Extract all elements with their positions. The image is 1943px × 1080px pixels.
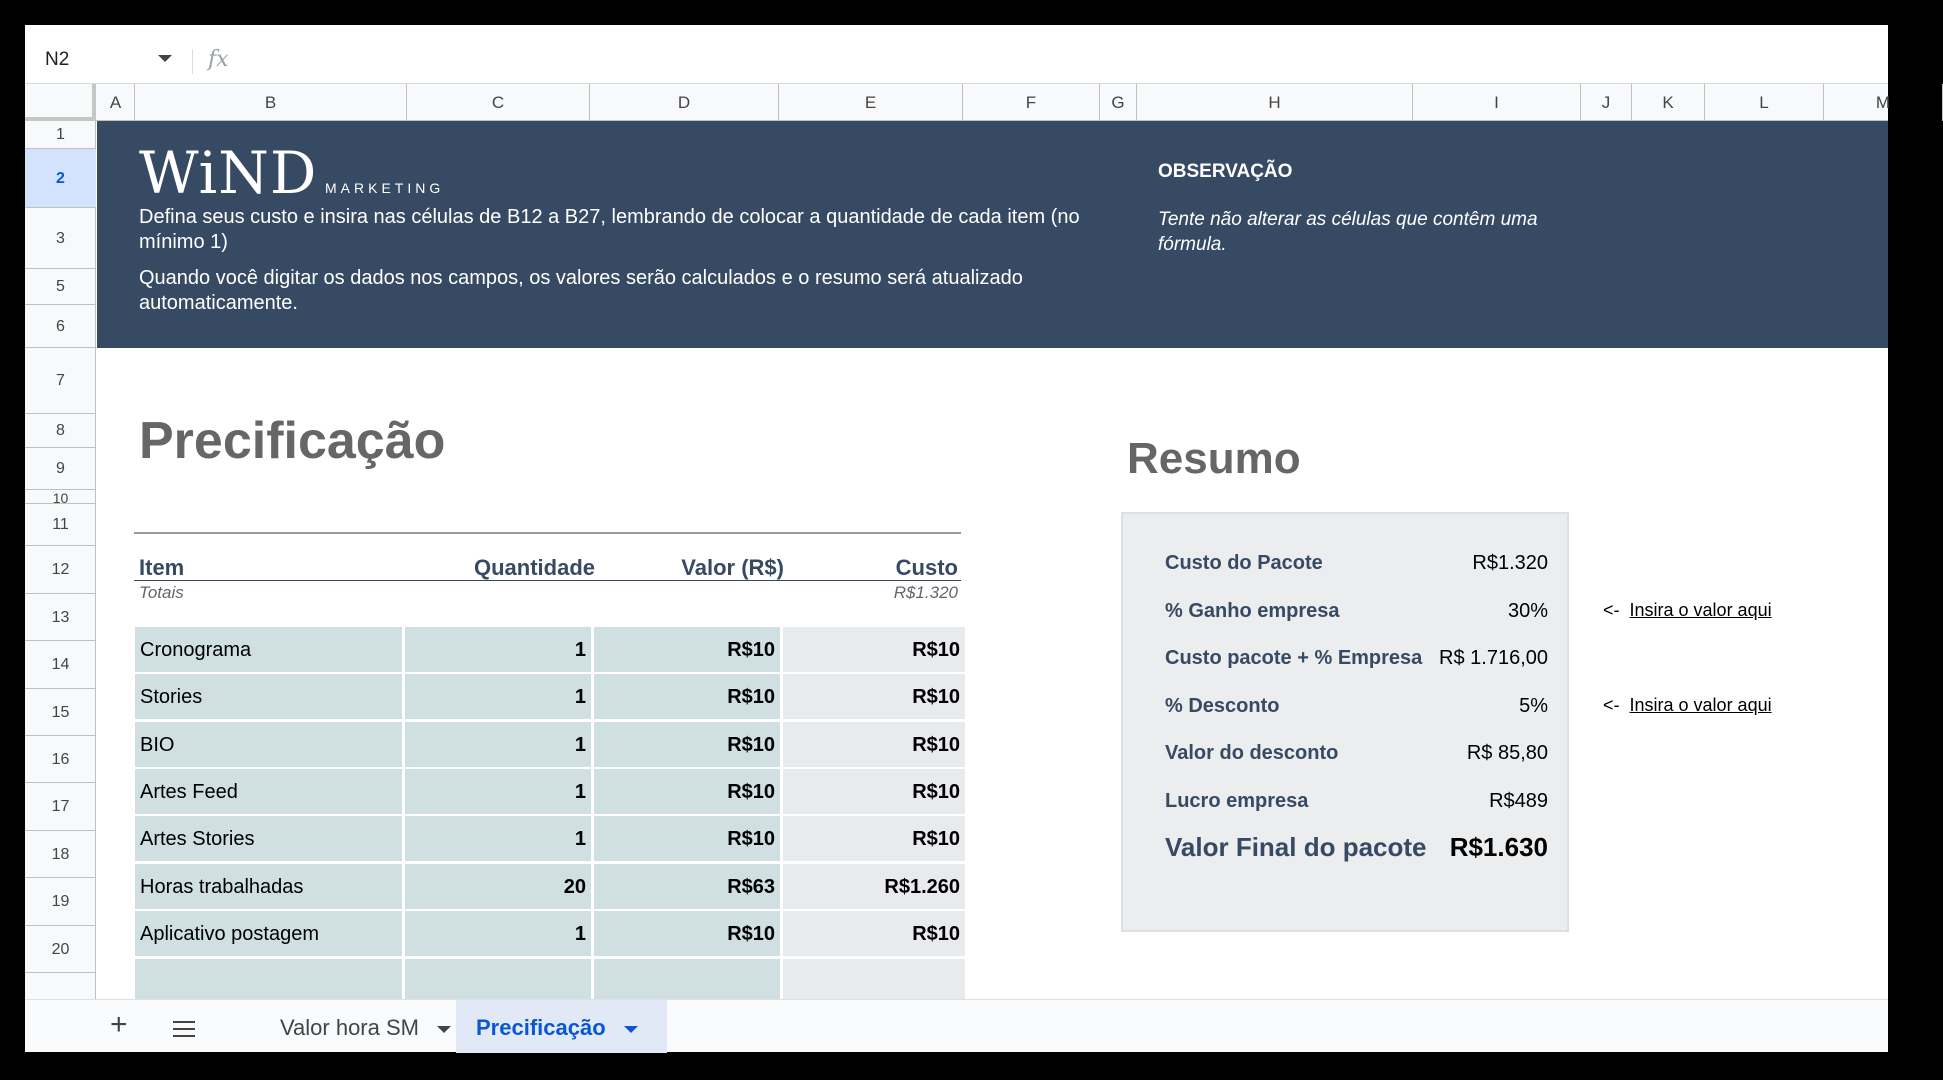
observation-text: Tente não alterar as células que contêm uma fórmula. <box>1158 209 1538 255</box>
row-header-8[interactable]: 8 <box>25 414 96 448</box>
summary-label: % Desconto <box>1165 695 1280 717</box>
item-cell[interactable]: Cronograma <box>135 627 404 674</box>
add-sheet-button[interactable]: + <box>110 1008 128 1041</box>
summary-title: Resumo <box>1127 434 1301 483</box>
chevron-down-icon[interactable] <box>624 1026 638 1033</box>
logo-wordmark: WiND <box>139 139 318 207</box>
company-gain-input[interactable]: 30% <box>1507 600 1548 622</box>
value-cell[interactable]: R$10 <box>594 722 782 769</box>
column-header-b[interactable]: B <box>135 84 407 121</box>
row-header-9[interactable]: 9 <box>25 448 96 490</box>
column-header-bar <box>25 84 1891 121</box>
table-row <box>135 722 962 769</box>
row-header-19[interactable]: 19 <box>25 878 96 926</box>
fx-icon: fx <box>208 47 229 72</box>
value-cell[interactable]: R$10 <box>594 674 782 721</box>
column-header-d[interactable]: D <box>590 84 779 121</box>
summary-value[interactable]: R$ 1.716,00 <box>1439 647 1548 669</box>
row-header-12[interactable]: 12 <box>25 546 96 594</box>
summary-row <box>1165 742 1603 772</box>
name-box-dropdown-icon[interactable] <box>158 55 172 62</box>
header-item: Item <box>139 555 185 580</box>
column-header-j[interactable]: J <box>1581 84 1632 121</box>
summary-label: Valor do desconto <box>1165 742 1339 764</box>
column-header-c[interactable]: C <box>407 84 590 121</box>
summary-row <box>1165 552 1603 582</box>
table-row <box>135 816 962 863</box>
instructions-line-2: Quando você digitar os dados nos campos, os valores serão calculados e o resumo será atualizado automaticamente. <box>139 267 1023 314</box>
column-header-f[interactable]: F <box>963 84 1100 121</box>
summary-row <box>1165 600 1603 630</box>
instructions-line-1: Defina seus custo e insira nas células de B12 a B27, lembrando de colocar a quantidade de cada item (no mínimo 1) <box>139 206 1080 253</box>
spreadsheet-app <box>25 25 1891 1052</box>
final-price-label: Valor Final do pacote <box>1165 832 1427 862</box>
hint-link[interactable]: Insira o valor aqui <box>1629 600 1772 620</box>
logo-subtitle: MARKETING <box>325 180 445 196</box>
totals-label: Totais <box>139 583 184 602</box>
value-cell[interactable]: R$10 <box>594 816 782 863</box>
summary-label: Custo pacote + % Empresa <box>1165 647 1423 669</box>
tab-label: Valor hora SM <box>280 1015 419 1040</box>
row-header-14[interactable]: 14 <box>25 641 96 689</box>
final-price-value[interactable]: R$1.630 <box>1449 832 1548 862</box>
summary-row <box>1165 647 1603 677</box>
table-row <box>135 769 962 816</box>
item-cell[interactable]: Artes Feed <box>135 769 404 816</box>
row-header-16[interactable]: 16 <box>25 736 96 783</box>
quantity-cell[interactable]: 1 <box>405 911 593 958</box>
table-row <box>135 627 962 674</box>
wind-marketing-logo <box>139 139 445 207</box>
table-row <box>135 864 962 911</box>
value-cell[interactable]: R$10 <box>594 627 782 674</box>
row-header-17[interactable]: 17 <box>25 783 96 831</box>
summary-value[interactable]: R$489 <box>1489 790 1548 812</box>
row-header-13[interactable]: 13 <box>25 594 96 641</box>
cost-cell[interactable]: R$10 <box>783 911 965 958</box>
discount-input-hint <box>1603 695 1772 716</box>
cost-cell[interactable]: R$10 <box>783 722 965 769</box>
chevron-down-icon[interactable] <box>437 1026 451 1033</box>
item-cell[interactable]: Stories <box>135 674 404 721</box>
hint-link[interactable]: Insira o valor aqui <box>1629 695 1772 715</box>
column-header-a[interactable]: A <box>97 84 135 121</box>
row-header-5[interactable]: 5 <box>25 269 96 305</box>
row-header-20[interactable]: 20 <box>25 926 96 973</box>
table-row <box>135 911 962 958</box>
value-cell[interactable]: R$63 <box>594 864 782 911</box>
table-top-rule <box>134 532 961 534</box>
cost-cell[interactable]: R$1.260 <box>783 864 965 911</box>
summary-row <box>1165 790 1603 820</box>
row-header-7[interactable]: 7 <box>25 348 96 414</box>
cost-cell[interactable]: R$10 <box>783 769 965 816</box>
tab-valor-hora-sm[interactable] <box>260 1000 460 1053</box>
summary-label: Custo do Pacote <box>1165 552 1323 574</box>
summary-box <box>1121 512 1569 932</box>
select-all-corner[interactable] <box>25 84 96 121</box>
row-header-2[interactable]: 2 <box>25 149 96 208</box>
tab-precificacao[interactable] <box>456 1000 667 1053</box>
discount-input[interactable]: 5% <box>1519 695 1548 717</box>
summary-label: % Ganho empresa <box>1165 600 1340 622</box>
summary-value[interactable]: R$ 85,80 <box>1466 742 1548 764</box>
tab-label: Precificação <box>476 1015 606 1040</box>
header-banner <box>97 121 1888 348</box>
row-header-6[interactable]: 6 <box>25 305 96 348</box>
row-header-bar <box>25 121 96 1001</box>
header-quantity: Quantidade <box>473 555 595 580</box>
hint-arrow: <- <box>1603 695 1620 715</box>
quantity-cell[interactable]: 1 <box>405 816 593 863</box>
name-box[interactable]: N2 <box>45 49 70 70</box>
gain-input-hint <box>1603 600 1772 621</box>
row-header-1[interactable]: 1 <box>25 121 96 149</box>
formula-bar-divider <box>192 49 193 74</box>
hint-arrow: <- <box>1603 600 1620 620</box>
column-header-m[interactable]: M <box>1824 84 1943 121</box>
column-header-l[interactable]: L <box>1705 84 1824 121</box>
cost-cell[interactable]: R$10 <box>783 627 965 674</box>
summary-row <box>1165 695 1603 725</box>
column-header-g[interactable]: G <box>1100 84 1137 121</box>
summary-label: Lucro empresa <box>1165 790 1309 812</box>
column-header-k[interactable]: K <box>1632 84 1705 121</box>
column-header-i[interactable]: I <box>1413 84 1581 121</box>
formula-bar <box>25 39 1888 84</box>
table-header-rule <box>134 580 961 581</box>
quantity-cell[interactable]: 1 <box>405 674 593 721</box>
item-cell[interactable]: Artes Stories <box>135 816 404 863</box>
value-cell[interactable]: R$10 <box>594 769 782 816</box>
table-row <box>135 674 962 721</box>
row-header-10[interactable]: 10 <box>25 490 96 504</box>
summary-final-row <box>1165 832 1603 872</box>
sheet-tabs-bar <box>25 999 1888 1052</box>
row-header-3[interactable]: 3 <box>25 208 96 269</box>
cost-cell[interactable]: R$10 <box>783 816 965 863</box>
header-value: Valor (R$) <box>681 555 784 580</box>
pricing-title: Precificação <box>139 412 446 470</box>
summary-value[interactable]: R$1.320 <box>1472 552 1548 574</box>
cost-cell[interactable]: R$10 <box>783 674 965 721</box>
column-header-e[interactable]: E <box>779 84 963 121</box>
quantity-cell[interactable]: 1 <box>405 627 593 674</box>
row-header-15[interactable]: 15 <box>25 689 96 736</box>
totals-value: R$1.320 <box>893 583 958 602</box>
quantity-cell[interactable]: 20 <box>405 864 593 911</box>
quantity-cell[interactable]: 1 <box>405 722 593 769</box>
observation-title: OBSERVAÇÃO <box>1158 161 1293 182</box>
value-cell[interactable]: R$10 <box>594 911 782 958</box>
row-header-18[interactable]: 18 <box>25 831 96 878</box>
all-sheets-menu-icon[interactable] <box>173 1021 195 1042</box>
column-header-h[interactable]: H <box>1137 84 1413 121</box>
item-cell[interactable]: Aplicativo postagem <box>135 911 404 958</box>
sheet-grid[interactable] <box>97 121 1888 999</box>
header-cost: Custo <box>895 555 958 580</box>
row-header-11[interactable]: 11 <box>25 504 96 546</box>
quantity-cell[interactable]: 1 <box>405 769 593 816</box>
item-cell[interactable]: Horas trabalhadas <box>135 864 404 911</box>
item-cell[interactable]: BIO <box>135 722 404 769</box>
